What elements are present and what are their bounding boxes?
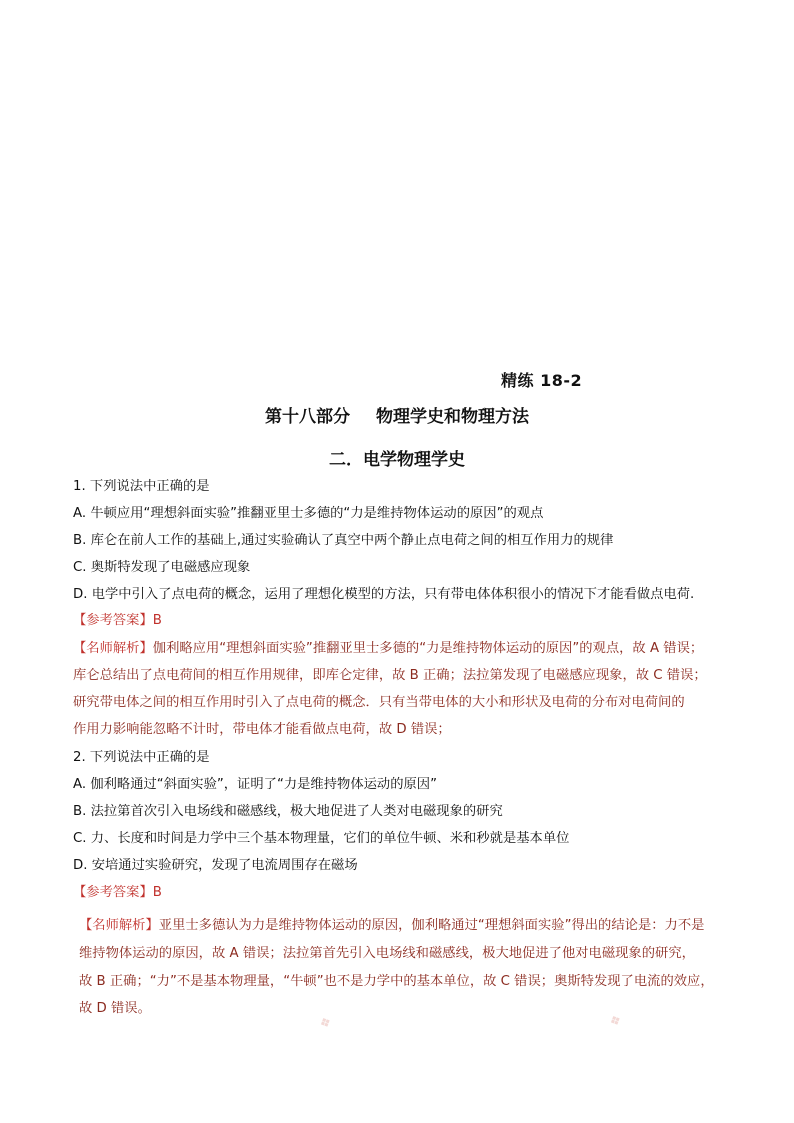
question-1-option-b: B. 库仑在前人工作的基础上,通过实验确认了真空中两个静止点电荷之间的相互作用力的规律: [73, 533, 614, 548]
section-title: 二．电学物理学史: [329, 450, 465, 470]
answer-value: B: [152, 613, 162, 628]
question-1-answer: [73, 612, 162, 630]
question-2-option-d: D. 安培通过实验研究，发现了电流周围存在磁场: [73, 858, 358, 873]
question-2-analysis-line-1: 【名师解析】亚里士多德认为力是维持物体运动的原因，伽利略通过“理想斜面实验”得出的结论是：力不是: [79, 918, 705, 933]
question-2-option-a: A. 伽利略通过“斜面实验”，证明了“力是维持物体运动的原因”: [73, 777, 437, 792]
analysis-tag: 【名师解析】: [79, 918, 159, 933]
question-2-option-b: B. 法拉第首次引入电场线和磁感线，极大地促进了人类对电磁现象的研究: [73, 804, 503, 819]
answer-value: B: [152, 885, 162, 900]
answer-tag: 【参考答案】: [73, 613, 153, 628]
question-2-analysis-line-2: 维持物体运动的原因，故 A 错误；法拉第首先引入电场线和磁感线，极大地促进了他对电磁现象的研究，: [79, 946, 695, 961]
question-1-analysis-line-4: 作用力影响能忽略不计时，带电体才能看做点电荷，故 D 错误；: [73, 722, 451, 737]
question-1-analysis-line-3: 研究带电体之间的相互作用时引入了点电荷的概念．只有当带电体的大小和形状及电荷的分布对电荷间的: [73, 695, 685, 710]
question-1-analysis-line-1: 【名师解析】伽利略应用“理想斜面实验”推翻亚里士多德的“力是维持物体运动的原因”的观点，故 A 错误；: [73, 641, 704, 656]
watermark-mark: ❖: [317, 1014, 335, 1033]
question-2-analysis-line-4: 故 D 错误。: [79, 1001, 151, 1016]
question-1-option-c: C. 奥斯特发现了电磁感应现象: [73, 560, 251, 575]
answer-tag: 【参考答案】: [73, 885, 153, 900]
part-title: [0, 402, 794, 427]
question-1-option-d: D. 电学中引入了点电荷的概念，运用了理想化模型的方法，只有带电体体积很小的情况下才能看做点电荷.: [73, 587, 695, 602]
question-2-stem: 2. 下列说法中正确的是: [73, 750, 210, 765]
exercise-number: 精练 18-2: [501, 371, 583, 390]
question-1-analysis-line-2: 库仑总结出了点电荷间的相互作用规律，即库仑定律，故 B 正确；法拉第发现了电磁感应现象，故 C 错误；: [73, 668, 707, 683]
part-title-number: 第十八部分: [265, 407, 350, 427]
part-title-topic: 物理学史和物理方法: [376, 407, 529, 427]
question-2-answer: [73, 884, 162, 902]
analysis-tag: 【名师解析】: [73, 641, 153, 656]
watermark-mark: ❖: [607, 1012, 625, 1031]
question-1-option-a: A. 牛顿应用“理想斜面实验”推翻亚里士多德的“力是维持物体运动的原因”的观点: [73, 506, 544, 521]
question-2-option-c: C. 力、长度和时间是力学中三个基本物理量，它们的单位牛顿、米和秒就是基本单位: [73, 831, 570, 846]
question-1-stem: 1. 下列说法中正确的是: [73, 479, 210, 494]
question-2-analysis-line-3: 故 B 正确；“力”不是基本物理量，“牛顿”也不是力学中的基本单位，故 C 错误；奥斯特发现了电流的效应，: [79, 974, 714, 989]
